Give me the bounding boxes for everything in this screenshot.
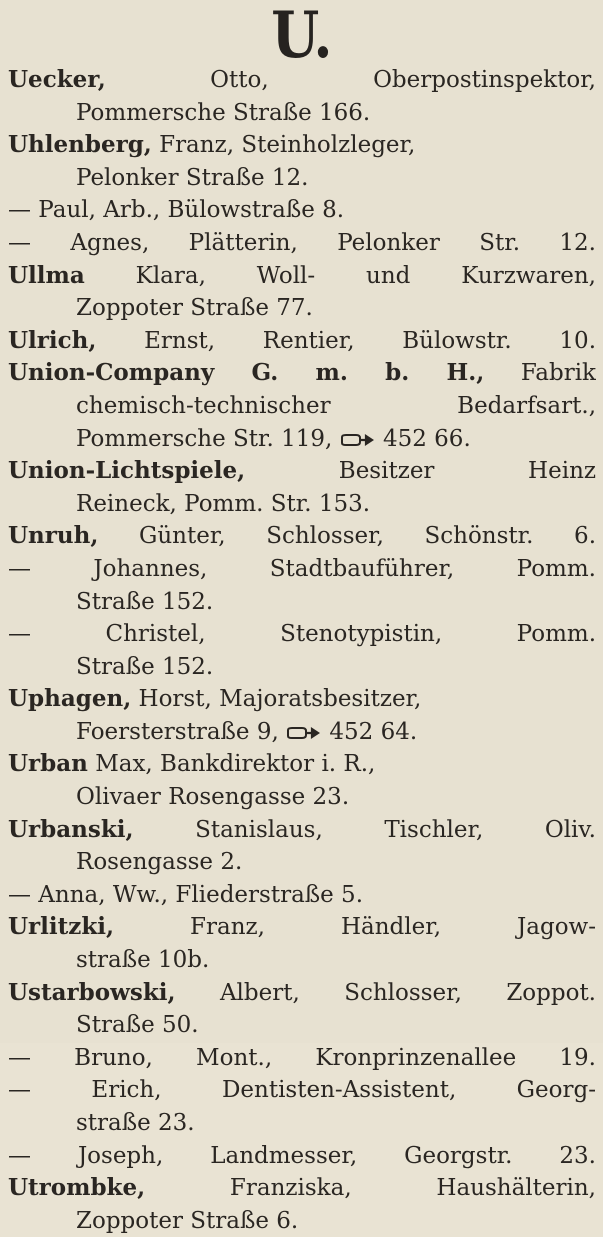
telephone-icon bbox=[340, 432, 376, 448]
entry-text: Ernst, Rentier, Bülowstr. 10. bbox=[96, 327, 596, 354]
entry-text: Straße 152. bbox=[76, 653, 214, 680]
entry-text: Günter, Schlosser, Schönstr. 6. bbox=[98, 523, 596, 550]
entry-text: Zoppoter Straße 6. bbox=[76, 1207, 299, 1234]
entry-name: Urlitzki, bbox=[8, 913, 115, 941]
entry-continuation-line bbox=[8, 1009, 596, 1042]
entry-line bbox=[8, 260, 596, 293]
entry-text: Albert, Schlosser, Zoppot. bbox=[175, 979, 596, 1006]
entry-continuation-line bbox=[8, 390, 596, 423]
entry-line bbox=[8, 683, 596, 716]
telephone-icon bbox=[286, 725, 322, 741]
entry-line bbox=[8, 977, 596, 1010]
entry-text: 452 66. bbox=[375, 425, 471, 452]
entry-line bbox=[8, 227, 596, 260]
entry-name: Uecker, bbox=[8, 66, 106, 93]
entry-line bbox=[8, 879, 596, 912]
entry-line bbox=[8, 129, 596, 162]
entry-continuation-line bbox=[8, 97, 596, 130]
entry-line bbox=[8, 357, 596, 390]
entry-line bbox=[8, 325, 596, 358]
entry-text: — Paul, Arb., Bülowstraße 8. bbox=[8, 197, 345, 224]
entry-text: — Johannes, Stadtbauführer, Pomm. bbox=[8, 555, 596, 582]
entry-continuation-line bbox=[8, 292, 596, 325]
entry-name: Utrombke, bbox=[8, 1174, 146, 1202]
entry-continuation-line bbox=[8, 488, 596, 521]
entry-name: Uphagen, bbox=[8, 685, 132, 713]
entry-text: — Erich, Dentisten-Assistent, Georg- bbox=[8, 1077, 596, 1104]
entry-name: Urban bbox=[8, 750, 88, 778]
entry-text: Pommersche Str. 119, bbox=[76, 425, 340, 452]
entry-line bbox=[8, 748, 596, 781]
entry-line bbox=[8, 1172, 596, 1205]
entry-text: — Bruno, Mont., Kronprinzenallee 19. bbox=[8, 1044, 596, 1071]
entry-text: Straße 152. bbox=[76, 588, 214, 615]
entry-text: straße 10b. bbox=[76, 947, 210, 974]
entry-line bbox=[8, 553, 596, 586]
entry-name: Ullma bbox=[8, 261, 85, 289]
entry-line bbox=[8, 618, 596, 651]
entry-text: Franz, Steinholzleger, bbox=[151, 132, 416, 159]
entry-text: Stanislaus, Tischler, Oliv. bbox=[133, 816, 596, 843]
entry-continuation-line bbox=[8, 1107, 596, 1140]
entry-text: Franziska, Haushälterin, bbox=[145, 1175, 596, 1202]
entry-continuation-line bbox=[8, 716, 596, 749]
entry-name: Unruh, bbox=[8, 522, 99, 550]
entry-text: Pelonker Straße 12. bbox=[76, 164, 309, 191]
entry-continuation-line bbox=[8, 781, 596, 814]
entry-continuation-line bbox=[8, 846, 596, 879]
entry-text: Foersterstraße 9, bbox=[76, 718, 287, 745]
entry-name: Ustarbowski, bbox=[8, 978, 176, 1006]
entry-line bbox=[8, 1074, 596, 1107]
entry-line bbox=[8, 911, 596, 944]
entry-line bbox=[8, 1042, 596, 1075]
entry-text: 452 64. bbox=[322, 718, 418, 745]
entry-continuation-line bbox=[8, 162, 596, 195]
entry-text: Pommersche Straße 166. bbox=[76, 99, 371, 126]
entry-line bbox=[8, 194, 596, 227]
entry-text: Olivaer Rosengasse 23. bbox=[76, 784, 350, 811]
entry-text: — Joseph, Landmesser, Georgstr. 23. bbox=[8, 1142, 596, 1169]
entry-text: — Christel, Stenotypistin, Pomm. bbox=[8, 621, 596, 648]
entry-text: Franz, Händler, Jagow- bbox=[114, 914, 596, 941]
entry-text: straße 23. bbox=[76, 1110, 195, 1136]
entry-text: Horst, Majoratsbesitzer, bbox=[131, 686, 422, 713]
entry-line bbox=[8, 814, 596, 847]
entry-line bbox=[8, 64, 596, 97]
entry-continuation-line bbox=[8, 423, 596, 456]
entry-text: chemisch-technischer Bedarfsart., bbox=[76, 392, 596, 419]
directory-entries bbox=[8, 64, 596, 1237]
entry-text: — Agnes, Plätterin, Pelonker Str. 12. bbox=[8, 229, 596, 256]
entry-text: Max, Bankdirektor i. R., bbox=[87, 751, 376, 778]
entry-continuation-line bbox=[8, 1205, 596, 1237]
entry-continuation-line bbox=[8, 586, 596, 619]
entry-text: Zoppoter Straße 77. bbox=[76, 295, 313, 322]
entry-text: Straße 50. bbox=[76, 1012, 199, 1039]
entry-text: Rosengasse 2. bbox=[76, 849, 243, 876]
entry-continuation-line bbox=[8, 944, 596, 977]
entry-text: Klara, Woll- und Kurzwaren, bbox=[84, 262, 596, 289]
entry-name: Uhlenberg, bbox=[8, 131, 152, 159]
entry-continuation-line bbox=[8, 651, 596, 684]
entry-line bbox=[8, 1140, 596, 1173]
entry-text: Reineck, Pomm. Str. 153. bbox=[76, 490, 371, 517]
entry-line bbox=[8, 520, 596, 553]
entry-text: — Anna, Ww., Fliederstraße 5. bbox=[8, 881, 364, 908]
entry-name: Urbanski, bbox=[8, 815, 134, 843]
entry-name: Union-Company G. m. b. H., bbox=[8, 359, 485, 387]
entry-name: Union-Lichtspiele, bbox=[8, 457, 246, 485]
section-letter-heading: U. bbox=[271, 0, 332, 73]
entry-text: Otto, Oberpostinspektor, bbox=[105, 67, 596, 93]
entry-line bbox=[8, 455, 596, 488]
entry-text: Besitzer Heinz bbox=[245, 458, 596, 485]
entry-text: Fabrik bbox=[484, 360, 596, 387]
entry-name: Ulrich, bbox=[8, 326, 97, 354]
